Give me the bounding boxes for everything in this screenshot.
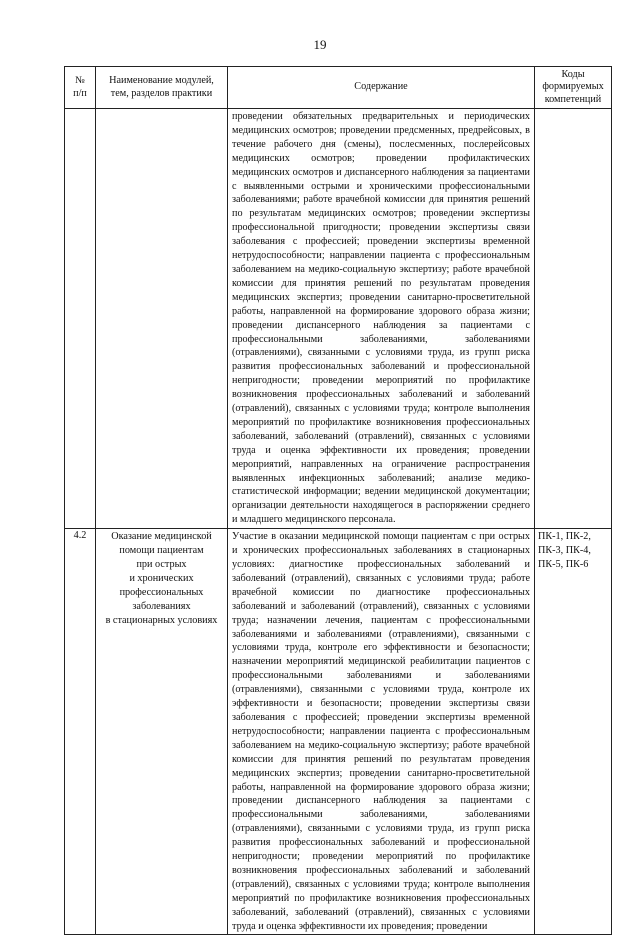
competence-codes-text: ПК-1, ПК-2, ПК-3, ПК-4, ПК-5, ПК-6 [538,531,591,570]
module-name-line: профессиональных [119,586,204,598]
header-content: Содержание [228,67,535,109]
row-number: 4.2 [65,529,96,935]
header-number-line: п/п [73,87,87,99]
row-content [228,109,535,529]
header-codes-line: Коды [561,68,585,80]
row-content-text: проведении обязательных предварительных и периодических медицинских осмотров; проведении предсменных, предрейсовых, в течение рабочего дня (смены), послесменных, послерейсовых медицинских осмотров; проведении профилактических медицинских осмотров и диспансерного наблюдения за пациентами с выявленными острыми и хроническими профессиональными заболеваниями; работе врачебной комиссии для принятия решений по результатам медицинских осмотров; проведении экспертизы профессиональной пригодности; проведении экспертизы связи заболевания с профессией; проведении экспертизы временной нетрудоспособности; направлении пациента с профессиональным заболеванием на медико-социальную экспертизу; работе врачебной комиссии для принятия решений по результатам проведения медицинских экспертиз; проведении санитарно-просветительной работы, направленной на формирование здорового образа жизни; проведении диспансерного наблюдения за пациентами с профессиональными заболеваниями, заболеваниями (отравлениями), связанными с условиями труда, из групп риска развития профессиональных заболеваний и профессиональной непригодности; проведении мероприятий по профилактике возникновения профессиональных заболеваний и заболеваний (отравлений), связанных с условиями труда; контроле выполнения мероприятий по профилактике возникновения профессиональных заболеваний, заболеваний (отравлений), связанных с условиями труда и оценка эффективности их проведения; проведении мероприятий, направленных на ограничение распространения выявленных инфекционных заболеваний; анализе медико-статистической информации; ведении медицинской документации; организации деятельности находящегося в распоряжении среднего и младшего медицинского персонала. [232,111,530,526]
page-number: 19 [313,37,327,52]
row-content-text: Участие в оказании медицинской помощи пациентам с при острых и хронических профессиональных заболеваниях в стационарных условиях: диагностике профессиональных заболеваний и заболеваний (отравлений), связанных с условиями труда; работе врачебной комиссии по диагностике профессиональных заболеваний и заболеваний (отравлений), связанных с условиями труда; назначении лечения, пациентам с профессиональными заболеваниями и заболеваниями (отравлениями), связанными с условиями труда, контроле его эффективности и безопасности; назначении мероприятий медицинской реабилитации пациентов с профессиональными заболеваниями и заболеваниями (отравлениями), связанными с условиями труда, контроле их эффективности и безопасности; проведении экспертизы связи заболевания с профессией; проведении экспертизы временной нетрудоспособности; направлении пациента с профессиональным заболеванием на медико-социальную экспертизу; работе врачебной комиссии для принятия решений по результатам проведения медицинских экспертиз; проведении санитарно-просветительной работы, направленной на формирование здорового образа жизни; проведении диспансерного наблюдения за пациентами с профессиональными заболеваниями, заболеваниями (отравлениями), связанными с условиями труда, из групп риска развития профессиональных заболеваний и профессиональной непригодности; проведении мероприятий по профилактике возникновения профессиональных заболеваний и заболеваний (отравлений), связанных с условиями труда; контроле выполнения мероприятий по профилактике возникновения профессиональных заболеваний, заболеваний (отравлений), связанных с условиями труда и оценка эффективности их проведения; проведении [232,531,530,932]
header-competence-codes [535,67,612,109]
row-competence-codes [535,529,612,935]
header-number [65,67,96,109]
table-header-row [65,67,612,109]
header-module-line: тем, разделов практики [110,87,213,99]
header-codes-line: компетенций [544,93,602,105]
row-competence-codes [535,109,612,529]
row-number [65,109,96,529]
header-module-line: Наименование модулей, [109,75,214,86]
table-row [65,529,612,935]
table-row [65,109,612,529]
row-module-name [96,109,228,529]
module-name-line: и хронических [129,572,194,584]
module-name-line: при острых [136,559,187,570]
row-module-name [96,529,228,935]
module-name-line: в стационарных условиях [105,614,218,626]
header-codes-line: формируемых [542,81,604,93]
header-module-name [96,67,228,109]
module-name-line: заболеваниях [132,600,191,612]
practice-content-table [64,66,612,935]
header-number-line: № [75,75,85,86]
module-name-line: помощи пациентам [119,545,204,557]
module-name-line: Оказание медицинской [111,531,212,543]
row-content [228,529,535,935]
